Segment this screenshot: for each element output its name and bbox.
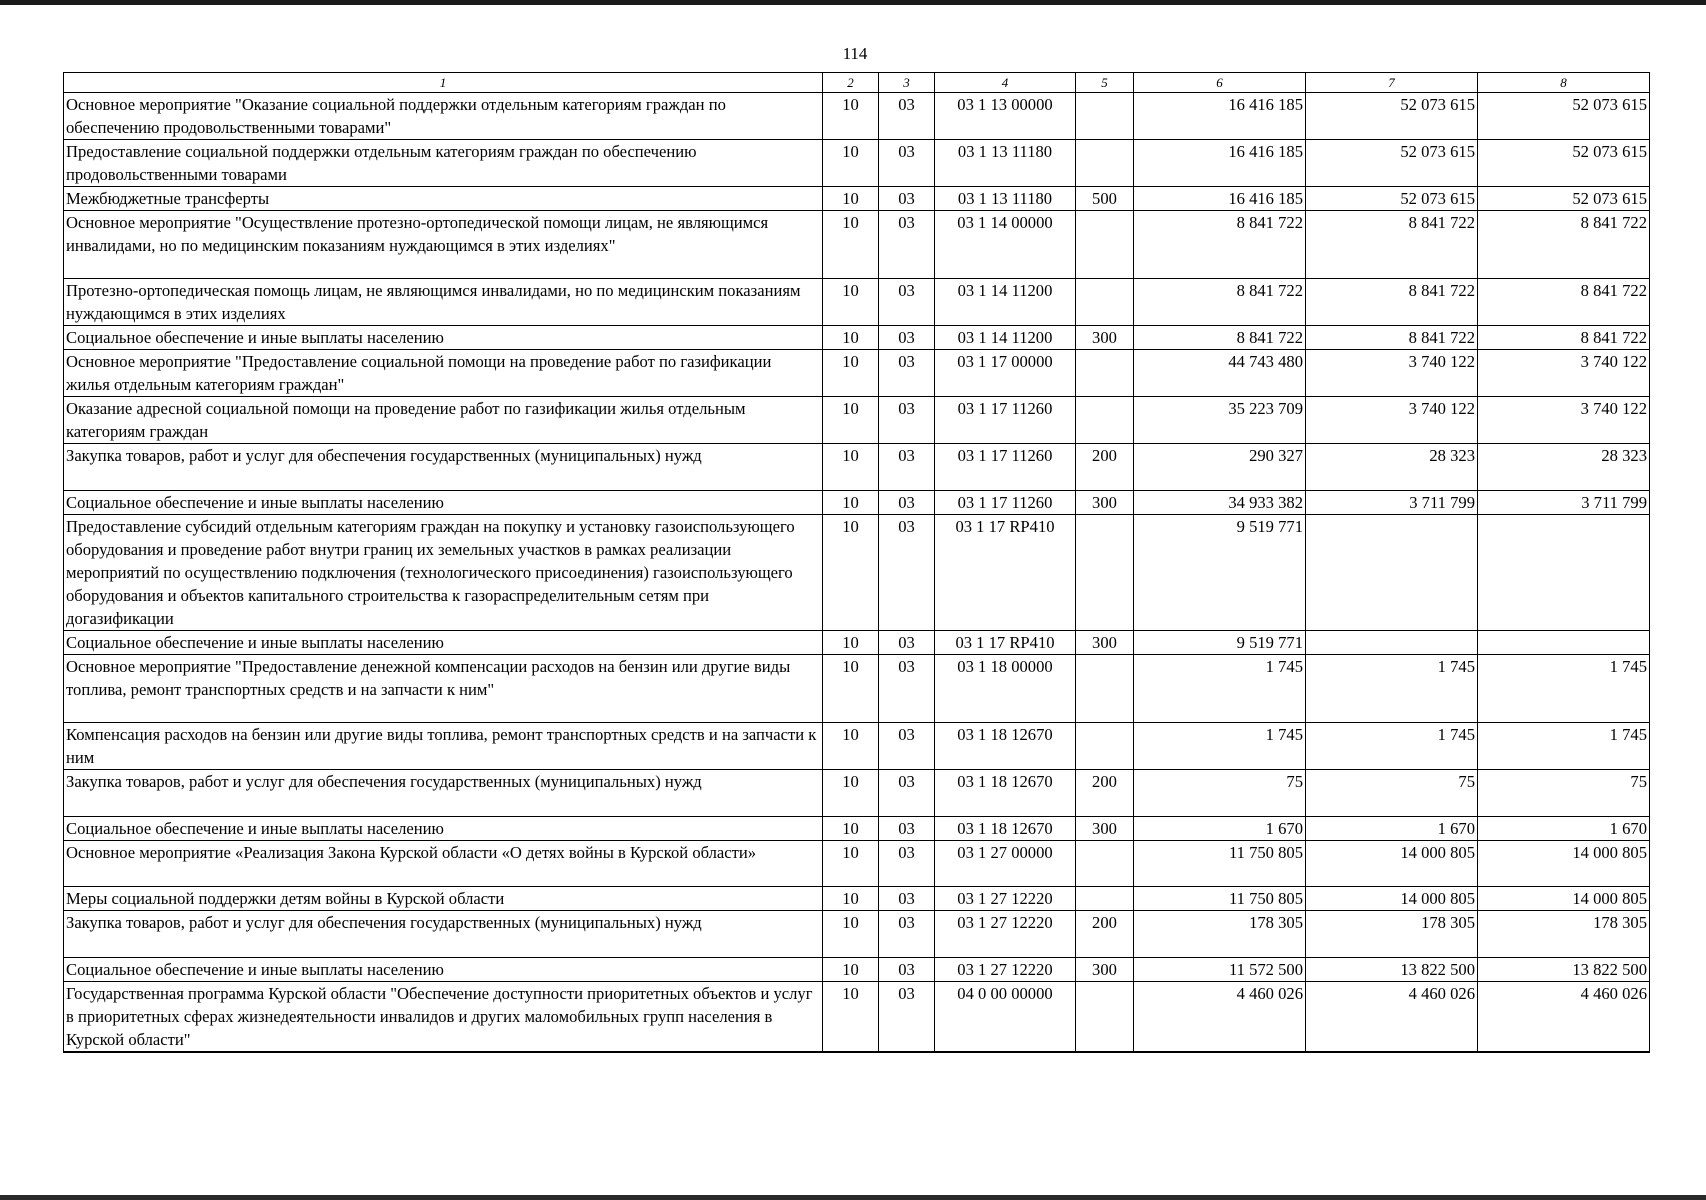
row-target-article-cell: 03 1 13 11180 (935, 140, 1076, 187)
row-expense-type-cell (1076, 887, 1134, 911)
row-section-cell: 10 (823, 279, 879, 326)
row-subsection-cell: 03 (879, 723, 935, 770)
row-amount-cell-6: 11 750 805 (1134, 887, 1306, 911)
row-name-cell: Закупка товаров, работ и услуг для обеспечения государственных (муниципальных) нужд (64, 770, 823, 817)
row-amount-cell-6: 178 305 (1134, 911, 1306, 958)
row-section-cell: 10 (823, 140, 879, 187)
column-header-2: 2 (823, 73, 879, 93)
table-row (64, 326, 1650, 350)
row-expense-type-cell: 200 (1076, 444, 1134, 491)
table-row (64, 93, 1650, 140)
row-subsection-cell: 03 (879, 841, 935, 887)
row-section-cell: 10 (823, 515, 879, 631)
row-section-cell: 10 (823, 817, 879, 841)
row-name-cell: Оказание адресной социальной помощи на проведение работ по газификации жилья отдельным категориям граждан (64, 397, 823, 444)
row-name-cell: Основное мероприятие "Оказание социальной поддержки отдельным категориям граждан по обеспечению продовольственными товарами" (64, 93, 823, 140)
row-amount-cell-8: 52 073 615 (1478, 140, 1650, 187)
scan-bottom-edge (0, 1195, 1706, 1200)
row-expense-type-cell (1076, 723, 1134, 770)
row-target-article-cell: 03 1 14 11200 (935, 326, 1076, 350)
row-section-cell: 10 (823, 93, 879, 140)
row-amount-cell-7: 8 841 722 (1306, 279, 1478, 326)
row-name-cell: Государственная программа Курской области "Обеспечение доступности приоритетных объектов и услуг в приоритетных сферах жизнедеятельности инвалидов и других маломобильных групп населения в Курской области" (64, 982, 823, 1053)
column-header-6: 6 (1134, 73, 1306, 93)
row-expense-type-cell (1076, 841, 1134, 887)
row-subsection-cell: 03 (879, 397, 935, 444)
row-subsection-cell: 03 (879, 817, 935, 841)
row-target-article-cell: 03 1 27 12220 (935, 911, 1076, 958)
row-amount-cell-7: 178 305 (1306, 911, 1478, 958)
row-amount-cell-8: 178 305 (1478, 911, 1650, 958)
row-target-article-cell: 03 1 18 00000 (935, 655, 1076, 723)
scan-top-edge (0, 0, 1706, 5)
row-amount-cell-7: 52 073 615 (1306, 93, 1478, 140)
row-expense-type-cell: 300 (1076, 958, 1134, 982)
row-expense-type-cell (1076, 211, 1134, 279)
row-amount-cell-8: 3 740 122 (1478, 350, 1650, 397)
table-row (64, 515, 1650, 631)
row-amount-cell-7: 52 073 615 (1306, 140, 1478, 187)
row-target-article-cell: 03 1 27 12220 (935, 958, 1076, 982)
row-amount-cell-7 (1306, 515, 1478, 631)
row-amount-cell-8: 52 073 615 (1478, 187, 1650, 211)
row-expense-type-cell: 300 (1076, 817, 1134, 841)
row-amount-cell-6: 34 933 382 (1134, 491, 1306, 515)
row-section-cell: 10 (823, 655, 879, 723)
row-name-cell: Предоставление субсидий отдельным категориям граждан на покупку и установку газоиспользующего оборудования и проведение работ внутри границ их земельных участков в рамках реализации мероприятий по осуществлению подключения (технологического присоединения) газоиспользующего оборудования и объектов капитального строительства к газораспределительным сетям при догазификации (64, 515, 823, 631)
row-subsection-cell: 03 (879, 631, 935, 655)
row-amount-cell-7: 1 670 (1306, 817, 1478, 841)
page-number: 114 (842, 44, 868, 63)
table-row (64, 444, 1650, 491)
row-amount-cell-7: 3 740 122 (1306, 397, 1478, 444)
row-amount-cell-6: 16 416 185 (1134, 187, 1306, 211)
row-section-cell: 10 (823, 397, 879, 444)
row-amount-cell-6: 4 460 026 (1134, 982, 1306, 1053)
row-expense-type-cell: 300 (1076, 631, 1134, 655)
column-header-4: 4 (935, 73, 1076, 93)
row-amount-cell-6: 8 841 722 (1134, 211, 1306, 279)
row-amount-cell-8: 14 000 805 (1478, 841, 1650, 887)
row-target-article-cell: 03 1 14 00000 (935, 211, 1076, 279)
row-target-article-cell: 03 1 27 00000 (935, 841, 1076, 887)
row-amount-cell-8: 1 745 (1478, 655, 1650, 723)
row-amount-cell-6: 1 670 (1134, 817, 1306, 841)
row-amount-cell-7: 75 (1306, 770, 1478, 817)
row-amount-cell-6: 1 745 (1134, 723, 1306, 770)
row-subsection-cell: 03 (879, 887, 935, 911)
row-amount-cell-7: 1 745 (1306, 655, 1478, 723)
row-amount-cell-8: 8 841 722 (1478, 279, 1650, 326)
row-expense-type-cell (1076, 397, 1134, 444)
row-expense-type-cell: 300 (1076, 491, 1134, 515)
row-section-cell: 10 (823, 841, 879, 887)
row-amount-cell-8 (1478, 515, 1650, 631)
row-amount-cell-8 (1478, 631, 1650, 655)
column-header-1: 1 (64, 73, 823, 93)
row-name-cell: Предоставление социальной поддержки отдельным категориям граждан по обеспечению продовольственными товарами (64, 140, 823, 187)
row-amount-cell-7: 4 460 026 (1306, 982, 1478, 1053)
row-amount-cell-6: 44 743 480 (1134, 350, 1306, 397)
row-amount-cell-8: 8 841 722 (1478, 211, 1650, 279)
row-amount-cell-6: 8 841 722 (1134, 279, 1306, 326)
row-section-cell: 10 (823, 770, 879, 817)
row-name-cell: Основное мероприятие "Осуществление протезно-ортопедической помощи лицам, не являющимся инвалидами, но по медицинским показаниям нуждающимся в этих изделиях" (64, 211, 823, 279)
row-expense-type-cell (1076, 279, 1134, 326)
table-row (64, 631, 1650, 655)
row-section-cell: 10 (823, 350, 879, 397)
row-amount-cell-7: 28 323 (1306, 444, 1478, 491)
row-amount-cell-7: 8 841 722 (1306, 211, 1478, 279)
row-target-article-cell: 04 0 00 00000 (935, 982, 1076, 1053)
row-amount-cell-8: 3 711 799 (1478, 491, 1650, 515)
row-expense-type-cell (1076, 655, 1134, 723)
row-target-article-cell: 03 1 17 11260 (935, 491, 1076, 515)
row-section-cell: 10 (823, 444, 879, 491)
row-expense-type-cell (1076, 93, 1134, 140)
table-row (64, 911, 1650, 958)
row-amount-cell-6: 290 327 (1134, 444, 1306, 491)
row-target-article-cell: 03 1 17 11260 (935, 397, 1076, 444)
row-subsection-cell: 03 (879, 958, 935, 982)
row-target-article-cell: 03 1 13 11180 (935, 187, 1076, 211)
row-amount-cell-6: 1 745 (1134, 655, 1306, 723)
table-row (64, 982, 1650, 1053)
row-expense-type-cell: 200 (1076, 770, 1134, 817)
row-expense-type-cell (1076, 515, 1134, 631)
table-row (64, 723, 1650, 770)
row-name-cell: Меры социальной поддержки детям войны в Курской области (64, 887, 823, 911)
row-amount-cell-8: 8 841 722 (1478, 326, 1650, 350)
row-amount-cell-6: 11 750 805 (1134, 841, 1306, 887)
row-amount-cell-7: 13 822 500 (1306, 958, 1478, 982)
row-subsection-cell: 03 (879, 911, 935, 958)
row-section-cell: 10 (823, 958, 879, 982)
row-subsection-cell: 03 (879, 770, 935, 817)
table-row (64, 397, 1650, 444)
row-name-cell: Закупка товаров, работ и услуг для обеспечения государственных (муниципальных) нужд (64, 444, 823, 491)
row-subsection-cell: 03 (879, 491, 935, 515)
row-section-cell: 10 (823, 631, 879, 655)
row-amount-cell-8: 1 670 (1478, 817, 1650, 841)
row-name-cell: Основное мероприятие «Реализация Закона Курской области «О детях войны в Курской области» (64, 841, 823, 887)
row-name-cell: Компенсация расходов на бензин или другие виды топлива, ремонт транспортных средств и на запчасти к ним (64, 723, 823, 770)
row-subsection-cell: 03 (879, 93, 935, 140)
row-amount-cell-8: 1 745 (1478, 723, 1650, 770)
row-section-cell: 10 (823, 211, 879, 279)
row-amount-cell-7: 3 740 122 (1306, 350, 1478, 397)
row-name-cell: Закупка товаров, работ и услуг для обеспечения государственных (муниципальных) нужд (64, 911, 823, 958)
row-subsection-cell: 03 (879, 350, 935, 397)
row-target-article-cell: 03 1 14 11200 (935, 279, 1076, 326)
table-row (64, 958, 1650, 982)
row-expense-type-cell (1076, 982, 1134, 1053)
row-section-cell: 10 (823, 911, 879, 958)
column-header-5: 5 (1076, 73, 1134, 93)
row-name-cell: Социальное обеспечение и иные выплаты населению (64, 631, 823, 655)
row-section-cell: 10 (823, 982, 879, 1053)
table-body (64, 93, 1650, 1053)
table-row (64, 817, 1650, 841)
table-row (64, 211, 1650, 279)
row-amount-cell-7: 52 073 615 (1306, 187, 1478, 211)
row-target-article-cell: 03 1 18 12670 (935, 770, 1076, 817)
row-amount-cell-7: 14 000 805 (1306, 887, 1478, 911)
row-amount-cell-7: 14 000 805 (1306, 841, 1478, 887)
row-target-article-cell: 03 1 18 12670 (935, 817, 1076, 841)
row-section-cell: 10 (823, 187, 879, 211)
table-row (64, 770, 1650, 817)
row-amount-cell-6: 35 223 709 (1134, 397, 1306, 444)
table-row (64, 491, 1650, 515)
row-section-cell: 10 (823, 723, 879, 770)
row-amount-cell-6: 8 841 722 (1134, 326, 1306, 350)
row-name-cell: Основное мероприятие "Предоставление социальной помощи на проведение работ по газификации жилья отдельным категориям граждан" (64, 350, 823, 397)
column-header-8: 8 (1478, 73, 1650, 93)
row-subsection-cell: 03 (879, 655, 935, 723)
row-amount-cell-6: 75 (1134, 770, 1306, 817)
column-number-row (64, 73, 1650, 93)
row-target-article-cell: 03 1 17 11260 (935, 444, 1076, 491)
row-amount-cell-8: 28 323 (1478, 444, 1650, 491)
column-header-3: 3 (879, 73, 935, 93)
row-amount-cell-6: 9 519 771 (1134, 631, 1306, 655)
row-subsection-cell: 03 (879, 982, 935, 1053)
row-target-article-cell: 03 1 18 12670 (935, 723, 1076, 770)
row-amount-cell-7: 3 711 799 (1306, 491, 1478, 515)
row-amount-cell-6: 9 519 771 (1134, 515, 1306, 631)
row-amount-cell-6: 11 572 500 (1134, 958, 1306, 982)
row-expense-type-cell: 500 (1076, 187, 1134, 211)
row-section-cell: 10 (823, 491, 879, 515)
row-name-cell: Социальное обеспечение и иные выплаты населению (64, 491, 823, 515)
row-amount-cell-7: 8 841 722 (1306, 326, 1478, 350)
row-name-cell: Социальное обеспечение и иные выплаты населению (64, 958, 823, 982)
row-expense-type-cell: 300 (1076, 326, 1134, 350)
row-section-cell: 10 (823, 887, 879, 911)
table-row (64, 350, 1650, 397)
row-target-article-cell: 03 1 17 00000 (935, 350, 1076, 397)
row-target-article-cell: 03 1 17 RP410 (935, 515, 1076, 631)
row-amount-cell-6: 16 416 185 (1134, 140, 1306, 187)
budget-table (63, 72, 1650, 1053)
row-name-cell: Основное мероприятие "Предоставление денежной компенсации расходов на бензин или другие виды топлива, ремонт транспортных средств и на запчасти к ним" (64, 655, 823, 723)
row-target-article-cell: 03 1 13 00000 (935, 93, 1076, 140)
row-amount-cell-7: 1 745 (1306, 723, 1478, 770)
row-target-article-cell: 03 1 27 12220 (935, 887, 1076, 911)
table-row (64, 279, 1650, 326)
row-expense-type-cell (1076, 350, 1134, 397)
table-row (64, 887, 1650, 911)
row-subsection-cell: 03 (879, 187, 935, 211)
row-name-cell: Социальное обеспечение и иные выплаты населению (64, 817, 823, 841)
table-row (64, 841, 1650, 887)
table-row (64, 187, 1650, 211)
row-amount-cell-8: 75 (1478, 770, 1650, 817)
row-amount-cell-8: 3 740 122 (1478, 397, 1650, 444)
row-amount-cell-8: 13 822 500 (1478, 958, 1650, 982)
table-row (64, 140, 1650, 187)
row-amount-cell-8: 4 460 026 (1478, 982, 1650, 1053)
row-subsection-cell: 03 (879, 140, 935, 187)
row-section-cell: 10 (823, 326, 879, 350)
row-target-article-cell: 03 1 17 RP410 (935, 631, 1076, 655)
row-name-cell: Межбюджетные трансферты (64, 187, 823, 211)
row-amount-cell-6: 16 416 185 (1134, 93, 1306, 140)
row-subsection-cell: 03 (879, 279, 935, 326)
row-amount-cell-7 (1306, 631, 1478, 655)
row-expense-type-cell (1076, 140, 1134, 187)
row-subsection-cell: 03 (879, 444, 935, 491)
column-header-7: 7 (1306, 73, 1478, 93)
table-row (64, 655, 1650, 723)
row-subsection-cell: 03 (879, 515, 935, 631)
row-expense-type-cell: 200 (1076, 911, 1134, 958)
row-amount-cell-8: 52 073 615 (1478, 93, 1650, 140)
row-name-cell: Протезно-ортопедическая помощь лицам, не являющимся инвалидами, но по медицинским показаниям нуждающимся в этих изделиях (64, 279, 823, 326)
row-name-cell: Социальное обеспечение и иные выплаты населению (64, 326, 823, 350)
row-amount-cell-8: 14 000 805 (1478, 887, 1650, 911)
row-subsection-cell: 03 (879, 211, 935, 279)
row-subsection-cell: 03 (879, 326, 935, 350)
